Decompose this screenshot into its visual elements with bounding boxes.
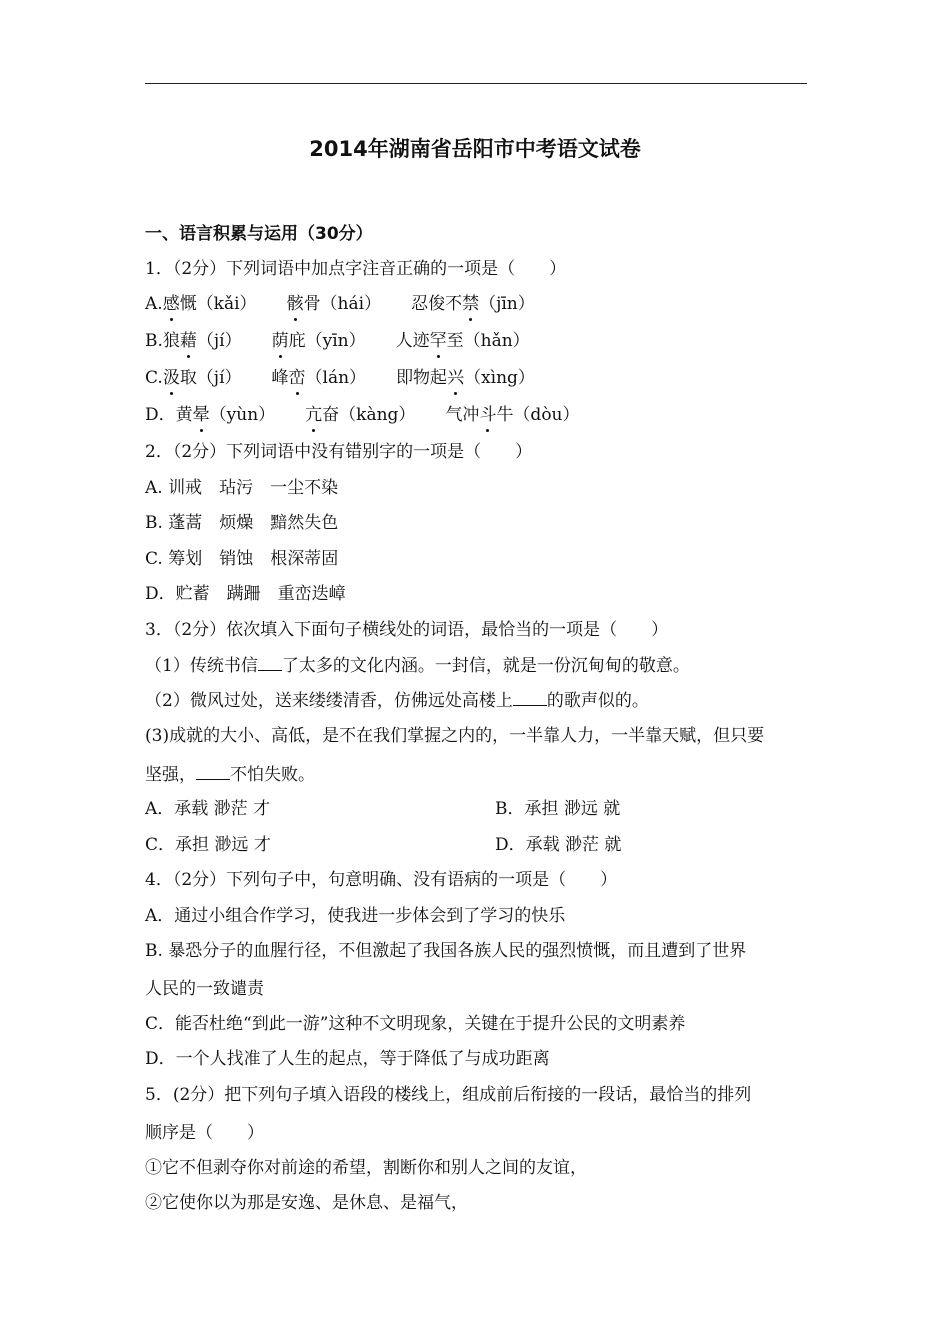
sentence-text: 坚强， bbox=[145, 765, 196, 785]
q3-sentence-1 bbox=[145, 653, 690, 678]
option-text: 即物起 bbox=[396, 368, 448, 388]
fill-blank bbox=[258, 653, 282, 671]
option-label: B. bbox=[145, 331, 163, 351]
option-text: 庇（yīn） bbox=[288, 331, 366, 351]
sentence-text: 不怕失败。 bbox=[230, 765, 315, 785]
option-label: C. bbox=[145, 368, 163, 388]
q3-sentence-3-cont bbox=[145, 762, 315, 787]
option-text: （xìng） bbox=[464, 368, 535, 388]
q4-stem: 4．（2分）下列句子中，句意明确、没有语病的一项是（ ） bbox=[145, 870, 618, 890]
emphasis-char: 禁 bbox=[462, 294, 480, 314]
emphasis-char: 汲 bbox=[162, 368, 180, 388]
q1-option-a bbox=[145, 292, 535, 316]
sentence-text: 的歌声似的。 bbox=[546, 691, 649, 711]
q1-option-b bbox=[145, 329, 530, 353]
q2-option-a: A. 训戒 玷污 一尘不染 bbox=[145, 478, 339, 498]
q5-sentence-2: ②它使你以为那是安逸、是休息、是福气， bbox=[145, 1193, 468, 1213]
q3-stem: 3．（2分）依次填入下面句子横线处的词语，最恰当的一项是（ ） bbox=[145, 620, 669, 640]
option-text: 取（jí） bbox=[179, 368, 242, 388]
header-rule bbox=[145, 83, 807, 84]
option-text: 人迹 bbox=[395, 331, 430, 351]
q1-stem: 1．（2分）下列词语中加点字注音正确的一项是（ ） bbox=[145, 259, 567, 279]
q5-stem-cont: 顺序是（ ） bbox=[145, 1123, 264, 1143]
fill-blank bbox=[513, 688, 547, 706]
section-heading: 一、语言积累与运用（30分） bbox=[145, 224, 373, 244]
q2-option-c: C. 筹划 销蚀 根深蒂固 bbox=[145, 549, 339, 569]
emphasis-char: 骸 bbox=[286, 294, 304, 314]
emphasis-char: 晕 bbox=[192, 405, 210, 425]
sentence-text: （1）传统书信 bbox=[145, 656, 258, 676]
option-text: 狼 bbox=[162, 331, 180, 351]
q3-sentence-3: (3)成就的大小、高低，是不在我们掌握之内的，一半靠人力，一半靠天赋，但只要 bbox=[145, 726, 765, 746]
q4-option-a: A．通过小组合作学习，使我进一步体会到了学习的快乐 bbox=[145, 906, 566, 926]
option-text: 气冲 bbox=[445, 405, 480, 425]
option-text: 忍俊不 bbox=[411, 294, 463, 314]
q2-option-d: D．贮蓄 蹒跚 重峦迭嶂 bbox=[145, 584, 346, 604]
q4-option-d: D．一个人找准了人生的起点，等于降低了与成功距离 bbox=[145, 1049, 550, 1069]
q4-option-b: B. 暴恐分子的血腥行径，不但激起了我国各族人民的强烈愤慨，而且遭到了世界 bbox=[145, 941, 747, 961]
emphasis-char: 感 bbox=[162, 294, 180, 314]
fill-blank bbox=[196, 762, 230, 780]
emphasis-char: 荫 bbox=[271, 331, 289, 351]
emphasis-char: 峦 bbox=[288, 368, 306, 388]
emphasis-char: 罕 bbox=[429, 331, 447, 351]
option-text: （lán） bbox=[305, 368, 367, 388]
emphasis-char: 亢 bbox=[305, 405, 323, 425]
option-text: （yùn） bbox=[209, 405, 276, 425]
emphasis-char: 藉 bbox=[179, 331, 197, 351]
page-title: 2014年湖南省岳阳市中考语文试卷 bbox=[309, 137, 641, 161]
option-label: A. bbox=[145, 294, 163, 314]
q3-sentence-2 bbox=[145, 688, 649, 713]
q4-option-b-cont: 人民的一致谴责 bbox=[145, 979, 264, 999]
option-text: （jīn） bbox=[479, 294, 535, 314]
option-text: 奋（kàng） bbox=[322, 405, 416, 425]
option-text: （jí） bbox=[196, 331, 242, 351]
q2-option-b: B. 蓬蒿 烦燥 黯然失色 bbox=[145, 513, 339, 533]
option-text: 峰 bbox=[271, 368, 289, 388]
emphasis-char: 兴 bbox=[447, 368, 465, 388]
option-label: D． bbox=[145, 405, 176, 425]
q2-stem: 2．（2分）下列词语中没有错别字的一项是（ ） bbox=[145, 442, 533, 462]
q1-option-d bbox=[145, 403, 580, 427]
option-text: 至（hǎn） bbox=[446, 331, 530, 351]
q3-option-d: D．承载 渺茫 就 bbox=[495, 835, 622, 855]
sentence-text: （2）微风过处，送来缕缕清香，仿佛远处高楼上 bbox=[145, 691, 513, 711]
q5-stem: 5．(2分）把下列句子填入语段的楼线上，组成前后衔接的一段话，最恰当的排列 bbox=[145, 1085, 752, 1105]
q5-sentence-1: ①它不但剥夺你对前途的希望，割断你和别人之间的友谊， bbox=[145, 1158, 587, 1178]
option-text: 骨（hái） bbox=[303, 294, 382, 314]
option-text: 黄 bbox=[175, 405, 193, 425]
q3-option-c: C．承担 渺远 才 bbox=[145, 835, 271, 855]
option-text: 慨（kǎi） bbox=[179, 294, 257, 314]
sentence-text: 了太多的文化内涵。一封信，就是一份沉甸甸的敬意。 bbox=[281, 656, 690, 676]
q4-option-c: C．能否杜绝“到此一游”这种不文明现象，关键在于提升公民的文明素养 bbox=[145, 1014, 686, 1034]
q1-option-c bbox=[145, 366, 535, 390]
emphasis-char: 斗 bbox=[479, 405, 497, 425]
option-text: 牛（dòu） bbox=[496, 405, 580, 425]
q3-option-b: B．承担 渺远 就 bbox=[495, 799, 621, 819]
q3-option-a: A．承载 渺茫 才 bbox=[145, 799, 271, 819]
